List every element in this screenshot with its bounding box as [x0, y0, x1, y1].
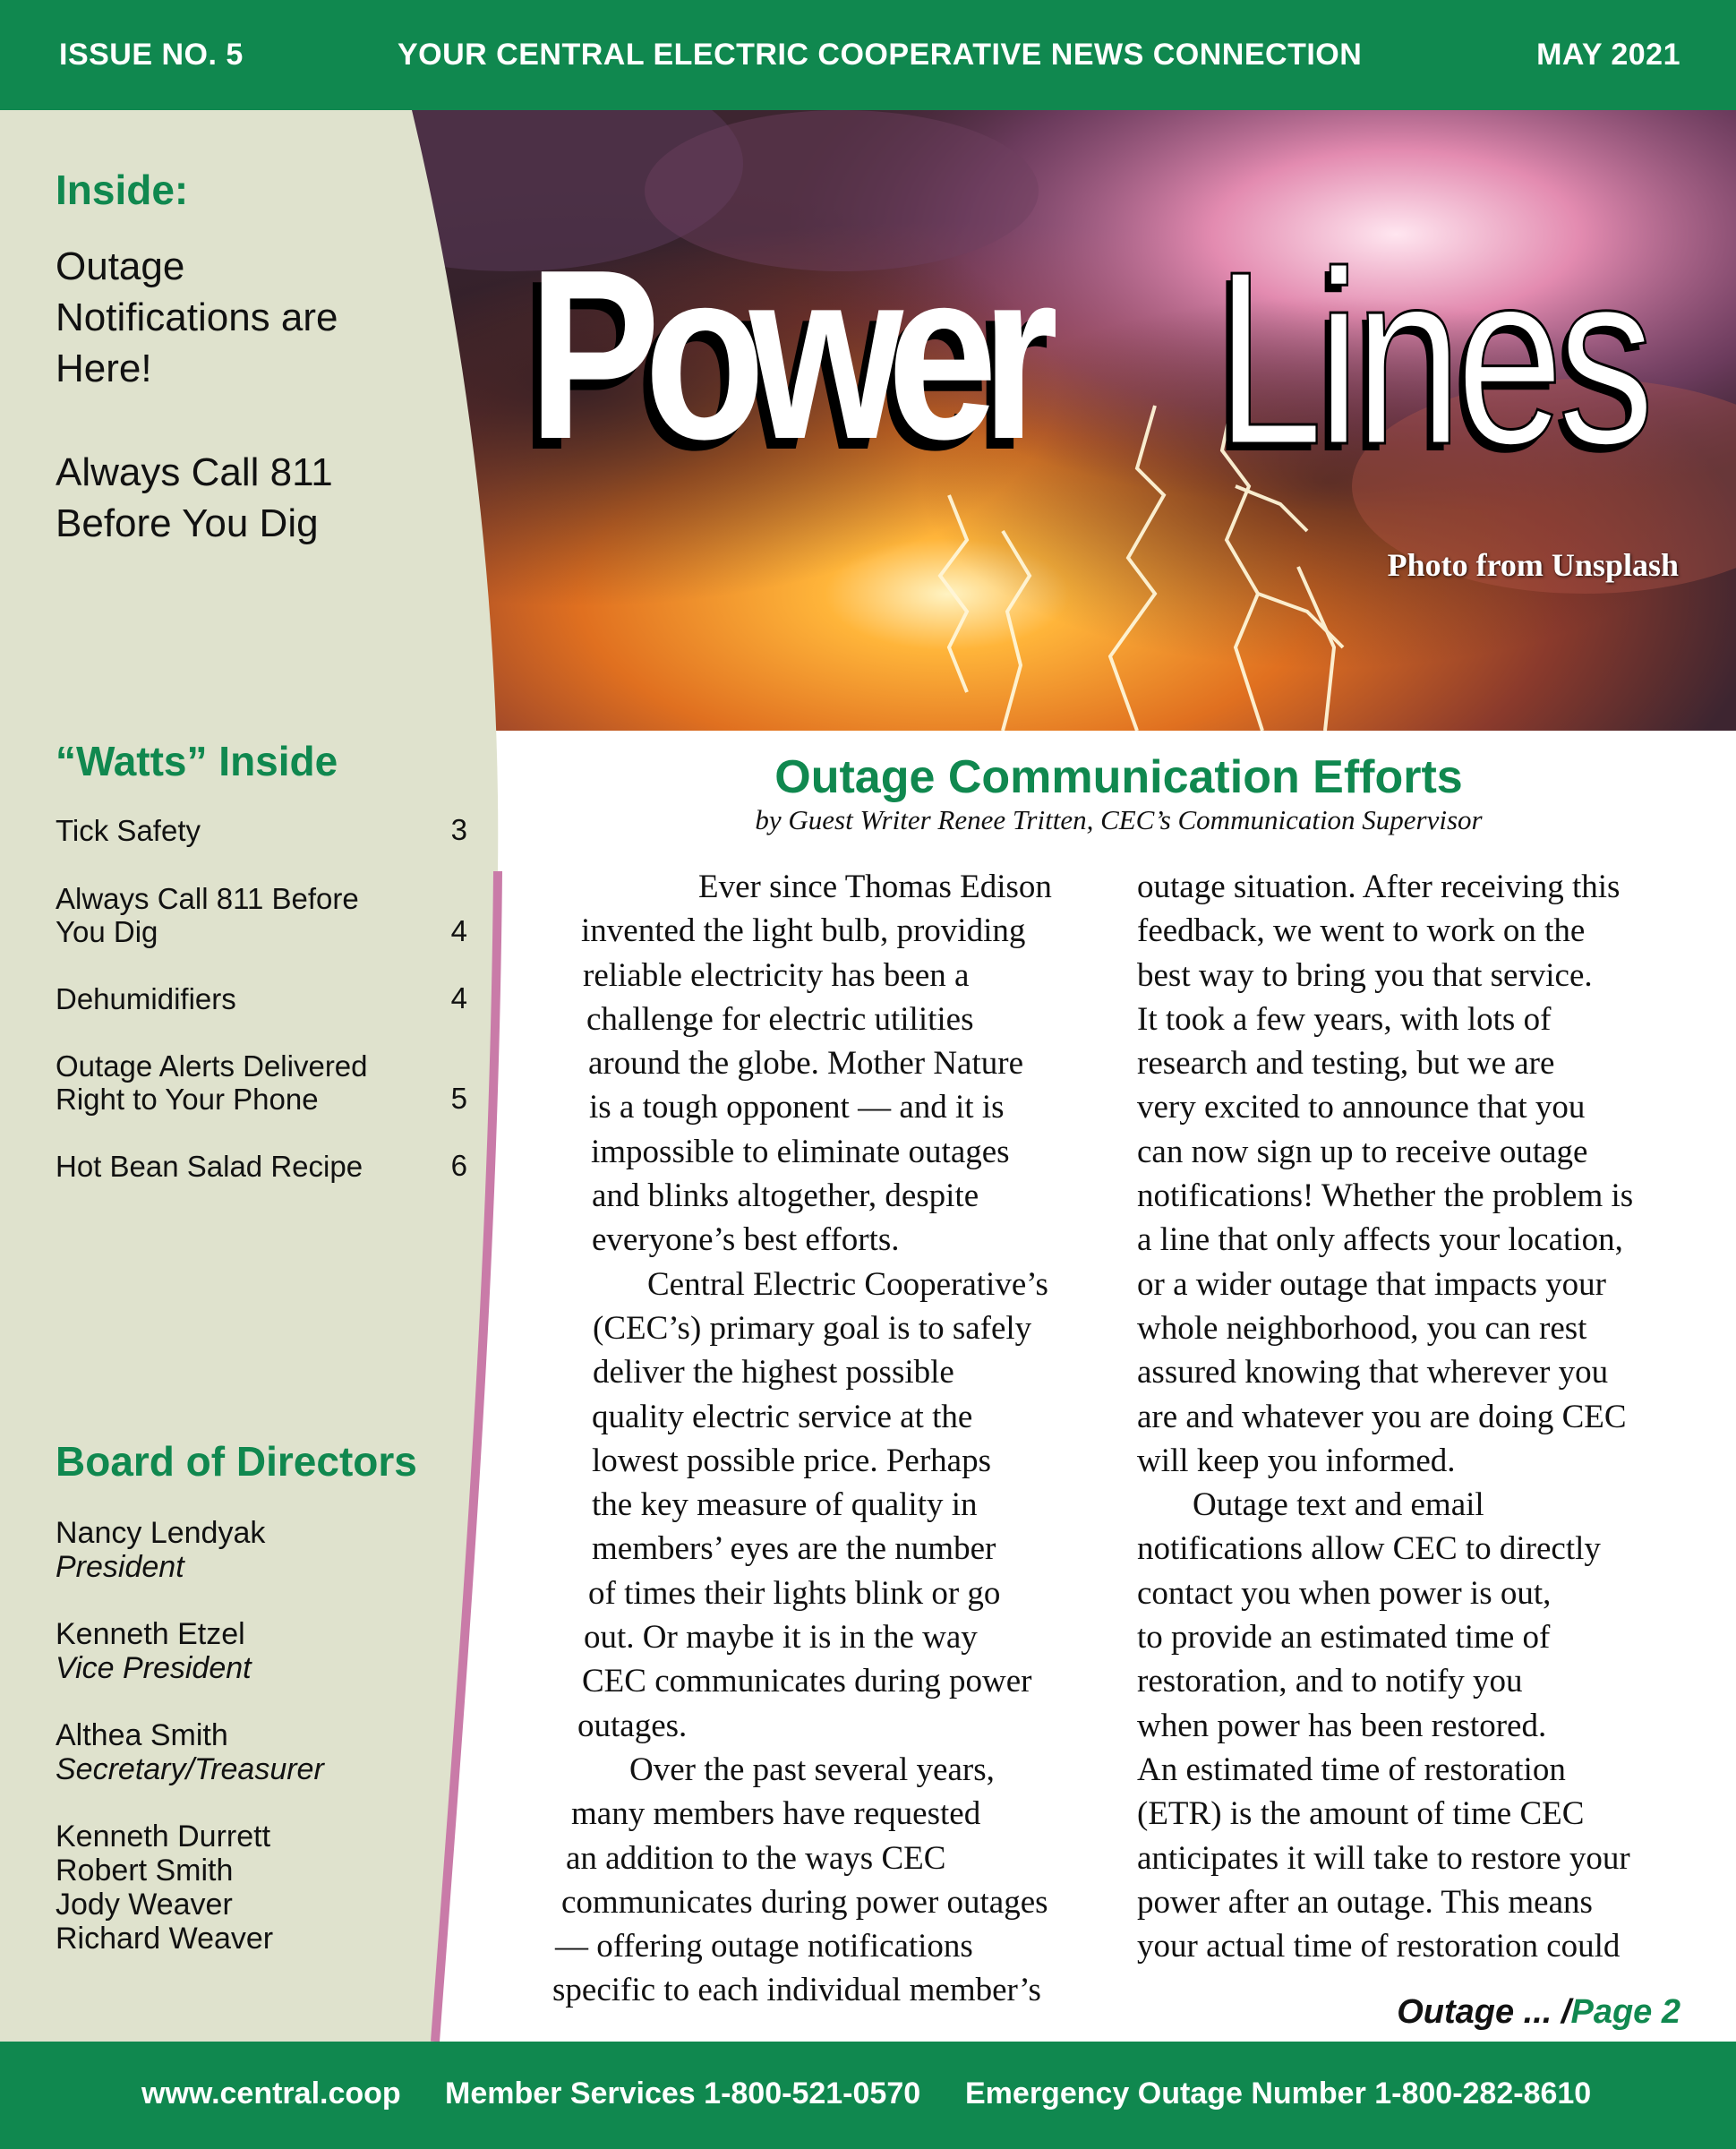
issue-number: ISSUE NO. 5	[59, 38, 244, 72]
article-line: restoration, and to notify you	[1137, 1663, 1523, 1700]
article-line: (CEC’s) primary goal is to safely	[593, 1309, 1032, 1347]
article-line: Ever since Thomas Edison	[698, 869, 1052, 905]
article-line: specific to each individual member’s	[552, 1972, 1041, 2009]
toc-entry: Hot Bean Salad Recipe 6	[56, 1149, 467, 1183]
sidebar	[0, 110, 501, 2042]
article-line: An estimated time of restoration	[1137, 1751, 1566, 1788]
article-line: anticipates it will take to restore your	[1137, 1839, 1630, 1877]
toc-entry: Outage Alerts Delivered Right to Your Phone 5	[56, 1049, 467, 1116]
article-line: CEC communicates during power	[582, 1663, 1032, 1700]
photo-credit: Photo from Unsplash	[1387, 547, 1679, 583]
article-line: (ETR) is the amount of time CEC	[1137, 1795, 1585, 1833]
article-line: notifications! Whether the problem is	[1137, 1177, 1634, 1215]
article-line: members’ eyes are the number	[592, 1530, 996, 1568]
article-line: — offering outage notifications	[555, 1928, 973, 1965]
board-member: Althea Smith Secretary/Treasurer	[56, 1718, 324, 1786]
article-line: is a tough opponent — and it is	[589, 1089, 1005, 1126]
article-line: outages.	[577, 1707, 688, 1744]
article-line: quality electric service at the	[592, 1398, 973, 1435]
article-line: research and testing, but we are	[1137, 1045, 1555, 1083]
article-line: power after an outage. This means	[1137, 1883, 1593, 1921]
article-line: a line that only affects your location,	[1137, 1221, 1623, 1259]
article-line: invented the light bulb, providing	[581, 912, 1026, 950]
article-byline: by Guest Writer Renee Tritten, CEC’s Communication Supervisor	[755, 804, 1483, 835]
article-line: Outage text and email	[1193, 1486, 1484, 1524]
footer-member-services: Member Services 1-800-521-0570	[445, 2076, 921, 2110]
article-title: Outage Communication Efforts	[774, 751, 1463, 803]
article-line: whole neighborhood, you can rest	[1137, 1309, 1587, 1347]
article-line: your actual time of restoration could	[1137, 1928, 1621, 1965]
article-line: an addition to the ways CEC	[566, 1839, 946, 1877]
article-line: reliable electricity has been a	[583, 956, 970, 994]
article-line: the key measure of quality in	[592, 1486, 978, 1524]
article-line: will keep you informed.	[1137, 1442, 1456, 1479]
top-banner	[0, 0, 1736, 110]
article-line: assured knowing that wherever you	[1137, 1354, 1609, 1391]
article-line: Central Electric Cooperative’s	[647, 1265, 1048, 1303]
toc-page: 4	[450, 981, 467, 1015]
article-line: out. Or maybe it is in the way	[584, 1619, 978, 1657]
board-heading: Board of Directors	[56, 1438, 417, 1485]
article-line: can now sign up to receive outage	[1137, 1133, 1588, 1170]
article-line: or a wider outage that impacts your	[1137, 1265, 1606, 1303]
toc-page: 6	[450, 1149, 467, 1182]
continued-page: Page 2	[1570, 1993, 1680, 2031]
footer-emergency: Emergency Outage Number 1-800-282-8610	[965, 2076, 1592, 2110]
article-line: everyone’s best efforts.	[592, 1221, 900, 1259]
issue-date: MAY 2021	[1536, 38, 1680, 72]
article-line: notifications allow CEC to directly	[1137, 1530, 1601, 1568]
inside-heading: Inside:	[56, 167, 189, 213]
toc-page: 5	[450, 1082, 467, 1115]
article-line: of times their lights blink or go	[588, 1574, 1001, 1612]
toc-page: 3	[450, 813, 467, 846]
toc-heading: “Watts” Inside	[56, 738, 338, 784]
footer-website[interactable]: www.central.coop	[141, 2076, 401, 2110]
article-column-2	[1137, 865, 1633, 1968]
toc-entry: Always Call 811 Before You Dig 4	[56, 882, 467, 948]
masthead-title-power: Power	[528, 220, 1043, 490]
continued-note: Outage ... /Page 2	[1397, 1993, 1680, 2031]
tagline: YOUR CENTRAL ELECTRIC COOPERATIVE NEWS CONNECTION	[398, 38, 1363, 72]
board-member: Kenneth Etzel Vice President	[56, 1617, 252, 1685]
article-line: challenge for electric utilities	[586, 1000, 974, 1038]
footer-banner	[0, 2042, 1736, 2149]
article-line: communicates during power outages	[561, 1883, 1048, 1921]
inside-item: Always Call 811 Before You Dig	[56, 450, 333, 545]
article-column-1	[552, 865, 1052, 2013]
board-member-list: Kenneth Durrett Robert Smith Jody Weaver Richard Weaver	[56, 1819, 274, 1956]
article-line: when power has been restored.	[1137, 1707, 1547, 1744]
board-member: Nancy Lendyak President	[56, 1516, 266, 1584]
article-line: Over the past several years,	[629, 1751, 995, 1788]
article-line: and blinks altogether, despite	[592, 1177, 979, 1215]
toc-entry: Dehumidifiers 4	[56, 981, 467, 1015]
toc-page: 4	[450, 914, 467, 947]
article-line: outage situation. After receiving this	[1137, 869, 1621, 905]
article-line: to provide an estimated time of	[1137, 1619, 1551, 1657]
article-line: are and whatever you are doing CEC	[1137, 1398, 1627, 1435]
article-line: very excited to announce that you	[1137, 1089, 1586, 1126]
article-line: impossible to eliminate outages	[591, 1133, 1010, 1170]
article-line: best way to bring you that service.	[1137, 956, 1593, 994]
article-line: feedback, we went to work on the	[1137, 912, 1586, 950]
toc-entry: Tick Safety 3	[56, 813, 467, 847]
article-line: many members have requested	[571, 1795, 981, 1833]
article-line: contact you when power is out,	[1137, 1574, 1552, 1612]
inside-item: Outage Notifications are Here!	[56, 244, 338, 390]
article-line: lowest possible price. Perhaps	[592, 1442, 991, 1479]
article-line: around the globe. Mother Nature	[588, 1045, 1023, 1083]
masthead-title-lines: Lines	[1216, 220, 1649, 496]
article-line: It took a few years, with lots of	[1137, 1000, 1552, 1038]
article-line: deliver the highest possible	[593, 1354, 954, 1391]
